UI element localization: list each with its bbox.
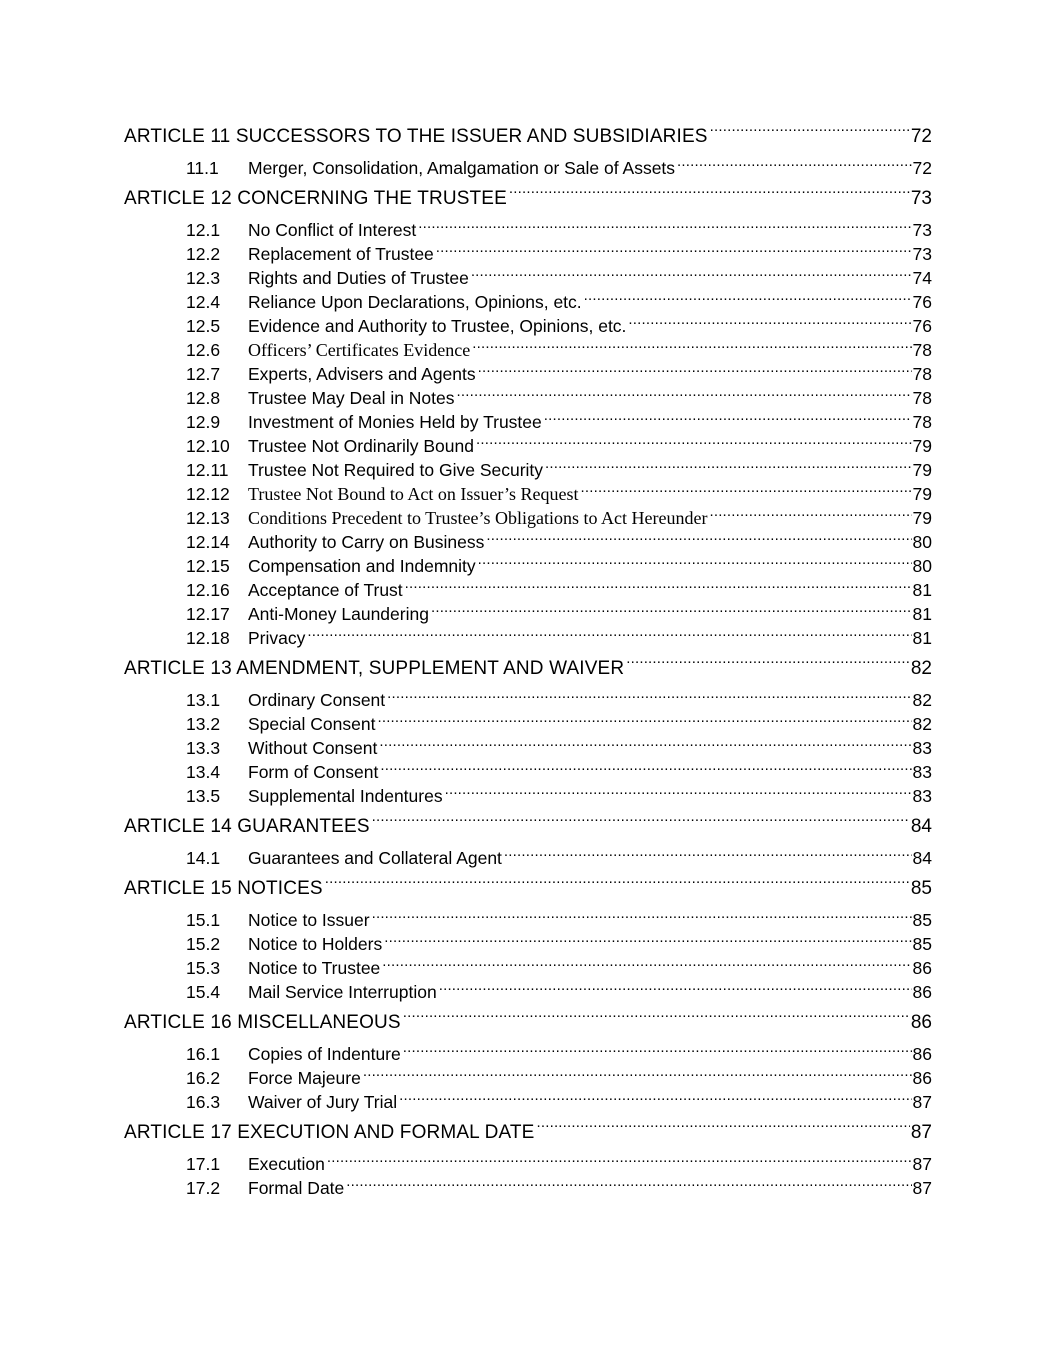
toc-section-entry[interactable]: [124, 338, 932, 362]
toc-article: [124, 654, 932, 808]
toc-page-number: 79: [912, 484, 932, 504]
toc-section-number: 12.13: [186, 508, 230, 528]
toc-section-entry[interactable]: [124, 458, 932, 482]
toc-article-heading[interactable]: [124, 812, 932, 842]
toc-section-number: 12.17: [186, 604, 230, 624]
dot-leader: [710, 123, 910, 142]
toc-section-number: 15.2: [186, 934, 221, 954]
dot-leader: [628, 315, 911, 333]
table-of-contents: [124, 122, 932, 1204]
toc-section-number: 16.1: [186, 1044, 221, 1064]
toc-section-entry[interactable]: [124, 846, 932, 870]
dot-leader: [476, 435, 912, 453]
toc-section-list: [124, 846, 932, 870]
toc-article-title: ARTICLE 15 NOTICES: [124, 878, 323, 899]
toc-section-title: Without Consent: [248, 738, 378, 758]
toc-section-number: 12.6: [186, 340, 221, 360]
toc-page-number: 87: [910, 1122, 932, 1143]
toc-section-entry[interactable]: [124, 362, 932, 386]
toc-section-title: Authority to Carry on Business: [248, 532, 485, 552]
toc-section-number: 12.5: [186, 316, 221, 336]
dot-leader: [382, 957, 911, 975]
dot-leader: [445, 785, 912, 803]
toc-page-number: 85: [912, 910, 932, 930]
toc-section-entry[interactable]: [124, 314, 932, 338]
toc-section-title: Formal Date: [248, 1178, 345, 1198]
toc-section-entry[interactable]: [124, 908, 932, 932]
toc-page-number: 76: [912, 316, 932, 336]
toc-page-number: 86: [912, 1068, 932, 1088]
toc-section-entry[interactable]: [124, 290, 932, 314]
dot-leader: [372, 909, 912, 927]
toc-section-title: Merger, Consolidation, Amalgamation or Sale of Assets: [248, 158, 676, 178]
toc-page-number: 84: [910, 816, 932, 837]
toc-page-number: 86: [912, 982, 932, 1002]
toc-article-title: ARTICLE 17 EXECUTION AND FORMAL DATE: [124, 1122, 535, 1143]
toc-page-number: 78: [912, 340, 932, 360]
toc-page-number: 80: [912, 532, 932, 552]
toc-section-title: Notice to Issuer: [248, 910, 370, 930]
dot-leader: [372, 813, 910, 832]
toc-section-title: Trustee Not Ordinarily Bound: [248, 436, 474, 456]
toc-article: [124, 874, 932, 1004]
toc-section-title: Notice to Holders: [248, 934, 383, 954]
toc-article-title: ARTICLE 13 AMENDMENT, SUPPLEMENT AND WAIVER: [124, 658, 625, 679]
dot-leader: [439, 981, 912, 999]
toc-section-number: 12.11: [186, 460, 229, 480]
toc-page-number: 81: [912, 628, 932, 648]
toc-section-entry[interactable]: [124, 1066, 932, 1090]
toc-section-entry[interactable]: [124, 434, 932, 458]
toc-page-number: 74: [912, 268, 932, 288]
toc-section-title: No Conflict of Interest: [248, 220, 417, 240]
toc-section-title: Reliance Upon Declarations, Opinions, etc.: [248, 292, 582, 312]
toc-section-entry[interactable]: [124, 218, 932, 242]
toc-article-heading[interactable]: [124, 1118, 932, 1148]
toc-page-number: 82: [910, 658, 932, 679]
toc-section-title: Rights and Duties of Trustee: [248, 268, 469, 288]
toc-page-number: 73: [910, 188, 932, 209]
toc-section-entry[interactable]: [124, 266, 932, 290]
dot-leader: [379, 737, 911, 755]
dot-leader: [405, 579, 912, 597]
toc-section-title: Privacy: [248, 628, 306, 648]
toc-section-entry[interactable]: [124, 980, 932, 1004]
toc-section-title: Execution: [248, 1154, 325, 1174]
toc-page-number: 84: [912, 848, 932, 868]
toc-section-number: 17.1: [186, 1154, 221, 1174]
toc-section-title: Officers’ Certificates Evidence: [248, 340, 471, 360]
toc-page-number: 79: [912, 460, 932, 480]
toc-page-number: 76: [912, 292, 932, 312]
dot-leader: [478, 363, 912, 381]
toc-article-heading[interactable]: [124, 184, 932, 214]
toc-section-entry[interactable]: [124, 956, 932, 980]
toc-section-title: Evidence and Authority to Trustee, Opinions, etc.: [248, 316, 627, 336]
toc-section-number: 12.9: [186, 412, 221, 432]
toc-section-number: 12.14: [186, 532, 230, 552]
toc-section-entry[interactable]: [124, 736, 932, 760]
toc-page-number: 85: [910, 878, 932, 899]
dot-leader: [536, 1119, 909, 1138]
toc-page-number: 73: [912, 244, 932, 264]
toc-section-entry[interactable]: [124, 626, 932, 650]
dot-leader: [363, 1067, 912, 1085]
toc-section-number: 13.1: [186, 690, 221, 710]
toc-page-number: 79: [912, 436, 932, 456]
toc-page-number: 80: [912, 556, 932, 576]
toc-section-number: 12.3: [186, 268, 221, 288]
toc-section-number: 12.10: [186, 436, 230, 456]
toc-section-entry[interactable]: [124, 386, 932, 410]
dot-leader: [709, 507, 911, 525]
dot-leader: [307, 627, 911, 645]
toc-section-title: Trustee Not Required to Give Security: [248, 460, 544, 480]
toc-page-number: 86: [912, 958, 932, 978]
dot-leader: [377, 713, 911, 731]
toc-article-title: ARTICLE 16 MISCELLANEOUS: [124, 1012, 401, 1033]
toc-page-number: 83: [912, 762, 932, 782]
dot-leader: [346, 1177, 911, 1195]
toc-section-entry[interactable]: [124, 688, 932, 712]
dot-leader: [325, 875, 910, 894]
toc-article-title: ARTICLE 12 CONCERNING THE TRUSTEE: [124, 188, 507, 209]
toc-page-number: 78: [912, 364, 932, 384]
toc-page-number: 78: [912, 388, 932, 408]
toc-section-title: Copies of Indenture: [248, 1044, 401, 1064]
toc-section-number: 12.4: [186, 292, 221, 312]
dot-leader: [581, 483, 912, 501]
dot-leader: [380, 761, 911, 779]
dot-leader: [471, 267, 912, 285]
toc-section-number: 12.18: [186, 628, 230, 648]
toc-section-number: 11.1: [186, 158, 219, 178]
toc-section-number: 16.3: [186, 1092, 221, 1112]
toc-section-entry[interactable]: [124, 602, 932, 626]
toc-page-number: 83: [912, 786, 932, 806]
toc-section-entry[interactable]: [124, 784, 932, 808]
toc-page-number: 87: [912, 1178, 932, 1198]
toc-section-entry[interactable]: [124, 242, 932, 266]
toc-section-list: [124, 908, 932, 1004]
toc-section-title: Investment of Monies Held by Trustee: [248, 412, 542, 432]
toc-section-title: Acceptance of Trust: [248, 580, 403, 600]
toc-section-number: 13.2: [186, 714, 221, 734]
dot-leader: [436, 243, 912, 261]
toc-article: [124, 184, 932, 650]
toc-section-title: Form of Consent: [248, 762, 379, 782]
toc-article: [124, 1008, 932, 1114]
toc-section-entry[interactable]: [124, 1152, 932, 1176]
toc-article: [124, 1118, 932, 1200]
toc-page-number: 72: [910, 126, 932, 147]
toc-section-number: 12.2: [186, 244, 221, 264]
toc-section-number: 12.12: [186, 484, 230, 504]
toc-section-entry[interactable]: [124, 410, 932, 434]
toc-section-entry[interactable]: [124, 156, 932, 180]
toc-page-number: 72: [912, 158, 932, 178]
toc-article-heading[interactable]: [124, 122, 932, 152]
toc-page-number: 83: [912, 738, 932, 758]
dot-leader: [472, 339, 911, 357]
toc-page-number: 86: [910, 1012, 932, 1033]
dot-leader: [509, 185, 910, 204]
toc-section-title: Notice to Trustee: [248, 958, 381, 978]
toc-section-number: 15.1: [186, 910, 221, 930]
toc-section-number: 17.2: [186, 1178, 221, 1198]
toc-section-title: Guarantees and Collateral Agent: [248, 848, 502, 868]
toc-section-title: Replacement of Trustee: [248, 244, 434, 264]
dot-leader: [544, 411, 912, 429]
toc-section-entry[interactable]: [124, 1042, 932, 1066]
toc-article-title: ARTICLE 11 SUCCESSORS TO THE ISSUER AND SUBSIDIARIES: [124, 126, 708, 147]
toc-section-number: 13.3: [186, 738, 221, 758]
toc-article-heading[interactable]: [124, 874, 932, 904]
toc-section-entry[interactable]: [124, 1090, 932, 1114]
dot-leader: [431, 603, 912, 621]
toc-section-number: 12.1: [186, 220, 221, 240]
toc-page-number: 81: [912, 604, 932, 624]
toc-section-number: 13.5: [186, 786, 221, 806]
toc-section-entry[interactable]: [124, 578, 932, 602]
toc-section-entry[interactable]: [124, 506, 932, 530]
toc-page-number: 87: [912, 1154, 932, 1174]
toc-article: [124, 812, 932, 870]
toc-section-number: 15.3: [186, 958, 221, 978]
dot-leader: [457, 387, 912, 405]
toc-section-title: Mail Service Interruption: [248, 982, 437, 1002]
dot-leader: [626, 655, 910, 674]
dot-leader: [478, 555, 912, 573]
toc-section-number: 12.8: [186, 388, 221, 408]
dot-leader: [584, 291, 912, 309]
toc-section-title: Trustee Not Bound to Act on Issuer’s Request: [248, 484, 579, 504]
toc-page-number: 79: [912, 508, 932, 528]
toc-section-entry[interactable]: [124, 932, 932, 956]
toc-section-title: Anti-Money Laundering: [248, 604, 429, 624]
toc-section-entry[interactable]: [124, 712, 932, 736]
dot-leader: [403, 1009, 910, 1028]
toc-section-number: 13.4: [186, 762, 221, 782]
toc-section-title: Trustee May Deal in Notes: [248, 388, 455, 408]
toc-section-number: 12.16: [186, 580, 230, 600]
toc-article-heading[interactable]: [124, 654, 932, 684]
dot-leader: [418, 219, 911, 237]
dot-leader: [399, 1091, 911, 1109]
toc-section-title: Force Majeure: [248, 1068, 361, 1088]
dot-leader: [504, 847, 912, 865]
toc-section-title: Supplemental Indentures: [248, 786, 443, 806]
toc-section-title: Conditions Precedent to Trustee’s Obligations to Act Hereunder: [248, 508, 708, 528]
toc-page-number: 86: [912, 1044, 932, 1064]
toc-page-number: 87: [912, 1092, 932, 1112]
dot-leader: [327, 1153, 912, 1171]
toc-section-list: [124, 218, 932, 650]
toc-section-entry[interactable]: [124, 482, 932, 506]
toc-page-number: 82: [912, 690, 932, 710]
toc-section-list: [124, 688, 932, 808]
toc-section-entry[interactable]: [124, 530, 932, 554]
toc-section-title: Ordinary Consent: [248, 690, 386, 710]
toc-article: [124, 122, 932, 180]
toc-section-number: 15.4: [186, 982, 221, 1002]
dot-leader: [677, 157, 911, 175]
toc-section-title: Waiver of Jury Trial: [248, 1092, 398, 1112]
toc-section-entry[interactable]: [124, 554, 932, 578]
dot-leader: [403, 1043, 912, 1061]
toc-section-title: Compensation and Indemnity: [248, 556, 476, 576]
toc-section-title: Experts, Advisers and Agents: [248, 364, 476, 384]
dot-leader: [384, 933, 911, 951]
toc-section-entry[interactable]: [124, 1176, 932, 1200]
toc-page-number: 82: [912, 714, 932, 734]
toc-article-heading[interactable]: [124, 1008, 932, 1038]
toc-section-list: [124, 1152, 932, 1200]
toc-page-number: 81: [912, 580, 932, 600]
dot-leader: [486, 531, 911, 549]
toc-section-title: Special Consent: [248, 714, 376, 734]
toc-page-number: 85: [912, 934, 932, 954]
dot-leader: [387, 689, 911, 707]
toc-section-number: 12.7: [186, 364, 221, 384]
toc-section-list: [124, 1042, 932, 1114]
toc-section-entry[interactable]: [124, 760, 932, 784]
toc-section-list: [124, 156, 932, 180]
toc-section-number: 16.2: [186, 1068, 221, 1088]
toc-article-title: ARTICLE 14 GUARANTEES: [124, 816, 370, 837]
dot-leader: [545, 459, 912, 477]
toc-section-number: 12.15: [186, 556, 230, 576]
toc-page-number: 78: [912, 412, 932, 432]
toc-section-number: 14.1: [186, 848, 221, 868]
toc-page-number: 73: [912, 220, 932, 240]
